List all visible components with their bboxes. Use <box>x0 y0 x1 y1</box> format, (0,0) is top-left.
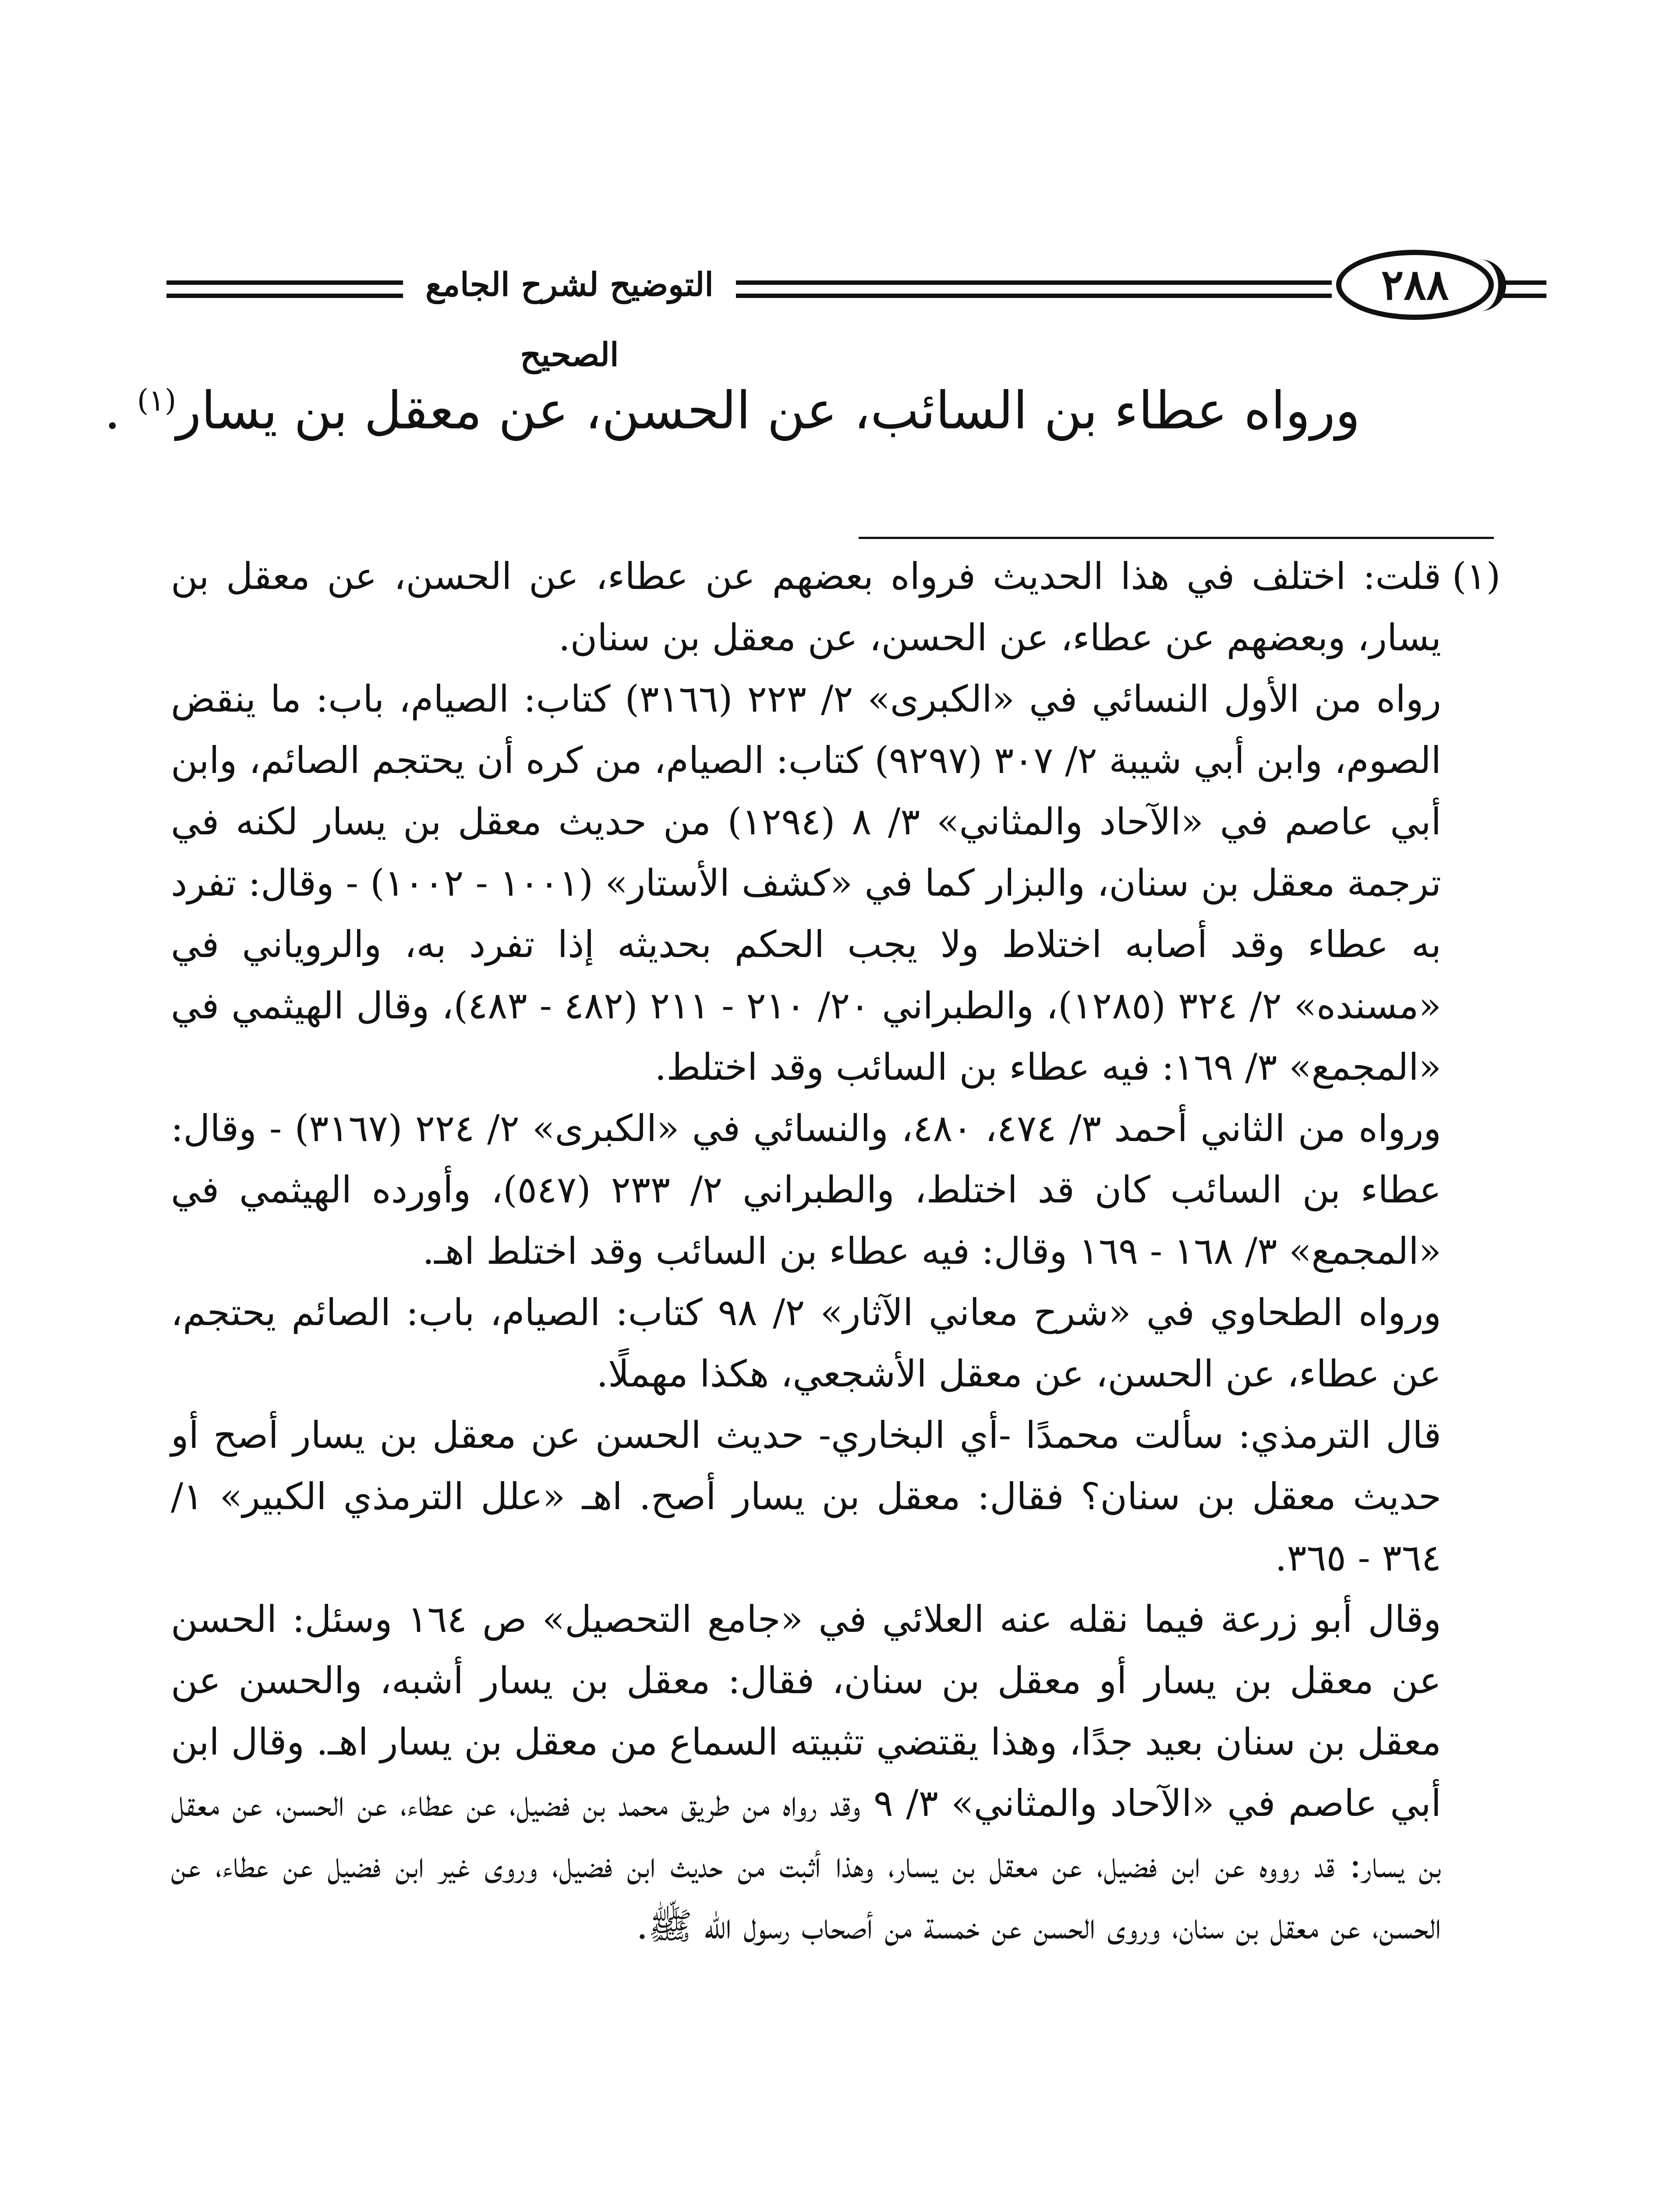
footnote-paragraph: وقال أبو زرعة فيما نقله عنه العلائي في «جامع التحصيل» ص ١٦٤ وسئل: الحسن عن معقل بن يسار أو معقل بن سنان، فقال: معقل بن يسار أشبه، والحسن عن معقل بن سنان بعيد جدًا، وهذا يقتضي تثبيته السماع من معقل بن يسار اهـ. وقال ابن أبي عاصم في «الآحاد والمثاني» ٣/ ٩ وقد رواه من طريق محمد بن فضيل، عن عطاء، عن الحسن، عن معقل بن يسار: قد رووه عن ابن فضيل، عن معقل بن يسار، وهذا أثبت من حديث ابن فضيل، وروى غير ابن فضيل عن عطاء، عن الحسن، عن معقل بن سنان، وروى الحسن عن خمسة من أصحاب رسول الله ﷺ. <box>171 1598 1441 1947</box>
header-rule-middle <box>736 280 1332 285</box>
running-title: التوضيح لشرح الجامع الصحيح <box>425 266 714 374</box>
footnote-separator <box>859 537 1494 539</box>
header-rule-left <box>166 280 403 285</box>
footnote-number: (١) <box>1452 555 1501 598</box>
footnote-body <box>171 546 1441 1957</box>
main-text-end: . <box>104 380 137 441</box>
page-header <box>166 250 1542 374</box>
footnote-paragraph: رواه من الأول النسائي في «الكبرى» ٢/ ٢٢٣ (٣١٦٦) كتاب: الصيام، باب: ما ينقض الصوم، وابن أبي شيبة ٢/ ٣٠٧ (٩٢٩٧) كتاب: الصيام، من كره أن يحتجم الصائم، وابن أبي عاصم في «الآحاد والمثاني» ٣/ ٨ (١٢٩٤) من حديث معقل بن يسار لكنه في ترجمة معقل بن سنان، والبزار كما في «كشف الأستار» (١٠٠١ - ١٠٠٢) - وقال: تفرد به عطاء وقد أصابه اختلاط ولا يجب الحكم بحديثه إذا تفرد به، والروياني في «مسنده» ٢/ ٣٢٤ (١٢٨٥)، والطبراني ٢٠/ ٢١٠ - ٢١١ (٤٨٢ - ٤٨٣)، وقال الهيثمي في «المجمع» ٣/ ١٦٩: فيه عطاء بن السائب وقد اختلط. <box>171 677 1441 1088</box>
main-text <box>104 364 1360 447</box>
header-rule-right <box>1498 280 1546 285</box>
footnote-paragraph: ورواه من الثاني أحمد ٣/ ٤٧٤، ٤٨٠، والنسائي في «الكبرى» ٢/ ٢٢٤ (٣١٦٧) - وقال: عطاء بن السائب كان قد اختلط، والطبراني ٢/ ٢٣٣ (٥٤٧)، وأورده الهيثمي في «المجمع» ٣/ ١٦٨ - ١٦٩ وقال: فيه عطاء بن السائب وقد اختلط اهـ. <box>171 1107 1441 1273</box>
footnote-reference: (١) <box>137 383 177 418</box>
footnote-paragraph: ورواه الطحاوي في «شرح معاني الآثار» ٢/ ٩٨ كتاب: الصيام، باب: الصائم يحتجم، عن عطاء، عن الحسن، عن معقل الأشجعي، هكذا مهملًا. <box>171 1291 1441 1395</box>
footnote-paragraph: قلت: اختلف في هذا الحديث فرواه بعضهم عن عطاء، عن الحسن، عن معقل بن يسار، وبعضهم عن عطاء، عن الحسن، عن معقل بن سنان. <box>171 555 1441 659</box>
main-text-body: ورواه عطاء بن السائب، عن الحسن، عن معقل بن يسار <box>176 380 1360 441</box>
footnote-paragraph: قال الترمذي: سألت محمدًا -أي البخاري- حديث الحسن عن معقل بن يسار أصح أو حديث معقل بن سنان؟ فقال: معقل بن يسار أصح. اهـ «علل الترمذي الكبير» ١/ ٣٦٤ - ٣٦٥. <box>171 1414 1441 1579</box>
page-number: ٢٨٨ <box>1336 250 1494 320</box>
